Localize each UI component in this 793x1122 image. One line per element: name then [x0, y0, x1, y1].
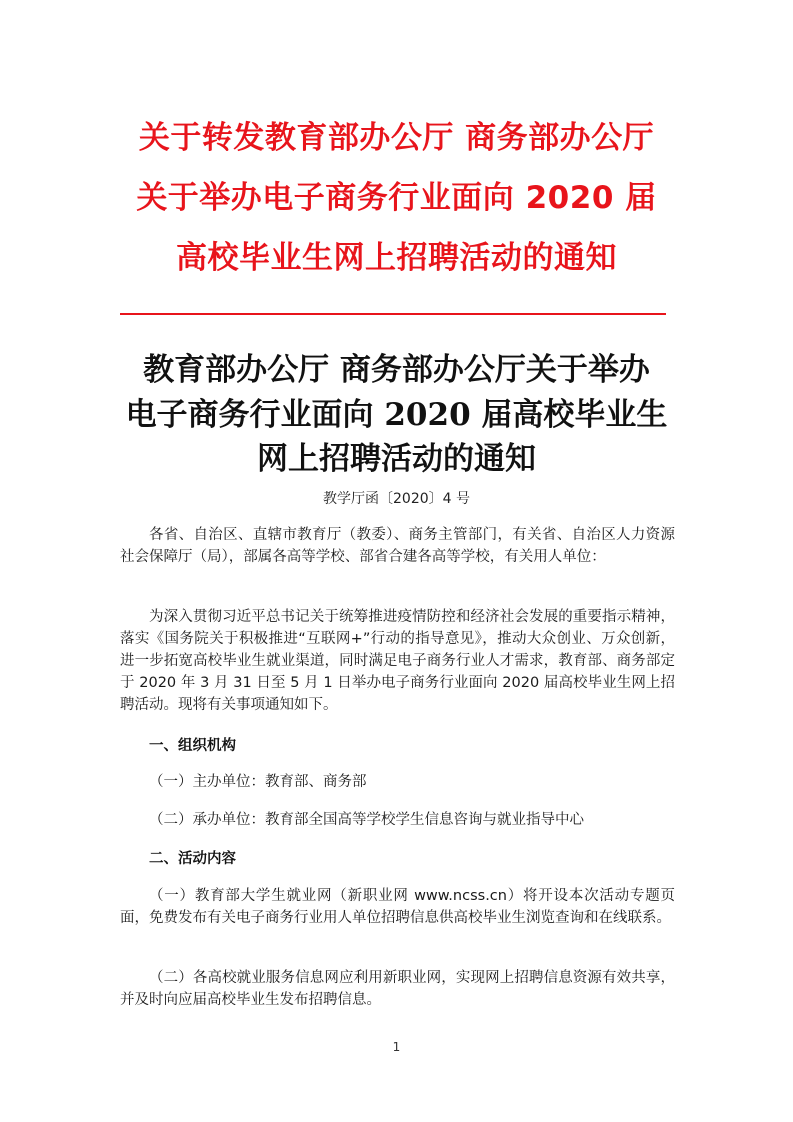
page-number: 1 — [392, 1040, 401, 1054]
section-2-item-1: （一）教育部大学生就业网（新职业网 www.ncss.cn）将开设本次活动专题页面，免费发布有关电子商务行业用人单位招聘信息供高校毕业生浏览查询和在线联系。 — [120, 888, 675, 926]
red-separator-rule — [120, 313, 666, 315]
section-2-item-2: （二）各高校就业服务信息网应利用新职业网，实现网上招聘信息资源有效共享，并及时向应届高校毕业生发布招聘信息。 — [120, 970, 675, 1008]
section-1-item-2: （二）承办单位：教育部全国高等学校学生信息咨询与就业指导中心 — [149, 812, 584, 828]
salutation-paragraph: 各省、自治区、直辖市教育厅（教委）、商务主管部门，有关省、自治区人力资源社会保障厅（局），部属各高等学校、部省合建各高等学校，有关用人单位： — [120, 527, 675, 565]
section-1-item-1: （一）主办单位：教育部、商务部 — [149, 774, 367, 790]
red-header-line-1: 关于转发教育部办公厅 商务部办公厅 — [138, 120, 655, 156]
intro-paragraph: 为深入贯彻习近平总书记关于统筹推进疫情防控和经济社会发展的重要指示精神，落实《国务院关于积极推进“互联网+”行动的指导意见》，推动大众创业、万众创新，进一步拓宽高校毕业生就业渠道，同时满足电子商务行业人才需求，教育部、商务部定于 2020 年 3 月 31 日至 5 月 1 日举办电子商务行业面向 2020 届高校毕业生网上招聘活动。现将有关事项通知如下。 — [120, 609, 675, 713]
red-header-line-3: 高校毕业生网上招聘活动的通知 — [176, 240, 617, 276]
document-title-line-3: 网上招聘活动的通知 — [257, 441, 536, 477]
red-header-line-2: 关于举办电子商务行业面向 2020 届 — [136, 180, 657, 216]
section-2-heading: 二、活动内容 — [149, 851, 236, 867]
section-1-heading: 一、组织机构 — [149, 738, 236, 754]
document-title-line-2: 电子商务行业面向 2020 届高校毕业生 — [125, 397, 668, 433]
document-title-line-1: 教育部办公厅 商务部办公厅关于举办 — [143, 352, 650, 388]
document-number: 教学厅函〔2020〕4 号 — [323, 491, 470, 507]
